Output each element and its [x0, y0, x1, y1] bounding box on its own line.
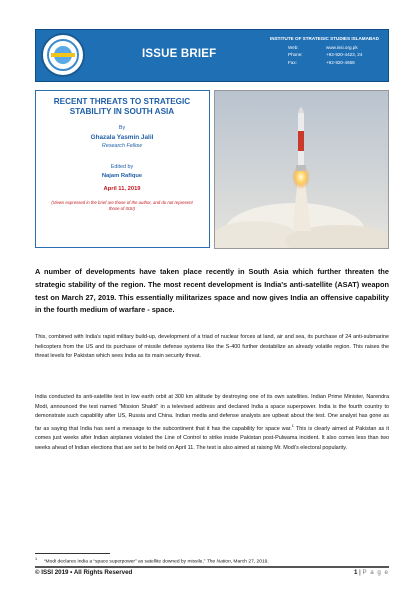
body-paragraph: This, combined with India's rapid military build-up, development of a triad of nuclear forces at land, air and sea, its purchase of 24 anti-submarine helicopters from the US and its purchase of missile defense systems like the S-400 further destabilize an already volatile region. This raises the threat levels for Pakistan which sees India as its main security threat.: [35, 334, 389, 360]
publication-date: April 11, 2019: [103, 186, 141, 192]
page-num: 1: [354, 569, 358, 576]
page-number: 1 | P a g e: [354, 569, 389, 576]
copyright: © ISSI 2019 • All Rights Reserved: [35, 569, 133, 576]
contact-value: +92-920-4423, 24: [326, 52, 363, 58]
footnote-date: , March 27, 2019.: [230, 559, 269, 565]
contact-key: Fax:: [288, 59, 297, 65]
institute-name: INSTITUTE OF STRATEGIC STUDIES ISLAMABAD: [270, 36, 379, 41]
footnote-ref: 1: [291, 423, 294, 428]
author-role: Research Fellow: [101, 143, 143, 149]
footer-divider: [35, 566, 389, 568]
page-word: P a g e: [362, 569, 389, 576]
contact-key: Phone:: [288, 52, 303, 58]
author-name: Ghazala Yasmin Jalil: [90, 134, 154, 141]
disclaimer: (Views expressed in the brief are those of the author, and do not represent those of ISSI): [51, 200, 193, 211]
editor-name: Najam Rafique: [101, 173, 143, 179]
body-text: India conducted its anti-satellite test in low earth orbit at 300 km altitude by destroying one of its own satellites. Indian Prime Minister, Narendra Modi, announced the test named "Mission Shakti" in a televised address and declared India a space superpower. India is the fourth country to demonstrate such capability after US, Russia and China. Indian media and defense analysts are upbeat about the test. One analyst has gone as far as saying that India has sent a message to the subcontinent that it has the capability for space war.: [35, 394, 389, 432]
body-text: This is clearly aimed at Pakistan as it comes just weeks after Indian airplanes violated the Line of Control to strike inside Pakistan post-Pulwama incident. It also comes less than two weeks ahead of Indian elections that are set to be held on April 11. The test is also aimed at raising Mr. Modi's electoral popularity.: [35, 425, 390, 451]
footnote-divider: [35, 553, 110, 554]
contact-value: www.issi.org.pk: [326, 45, 358, 50]
footnote-source: The Nation: [206, 559, 231, 565]
body-paragraph: [35, 393, 389, 453]
missile-launch-photo: [214, 90, 389, 249]
issi-logo: [41, 33, 85, 77]
issue-brief-title: ISSUE BRIEF: [142, 48, 217, 60]
footnote-text: “Modi declares India a “space superpower” as satellite downed by missile,”: [43, 559, 206, 565]
contact-block: [288, 44, 362, 66]
footnote: [35, 556, 389, 566]
contact-value: +92-920-4658: [326, 59, 355, 65]
contact-key: Web:: [288, 45, 299, 50]
brief-title: RECENT THREATS TO STRATEGIC STABILITY IN SOUTH ASIA: [53, 97, 191, 116]
footnote-number: 1: [35, 557, 38, 561]
lead-paragraph: A number of developments have taken place recently in South Asia which further threaten the strategic stability of the region. The most recent development is India's anti-satellite (ASAT) weapon test on March 27, 2019. This essentially militarizes space and now gives India an offensive capability in the fourth medium of warfare - space.: [35, 267, 389, 315]
by-label: By: [118, 125, 126, 131]
edited-by-label: Edited by: [110, 164, 134, 170]
